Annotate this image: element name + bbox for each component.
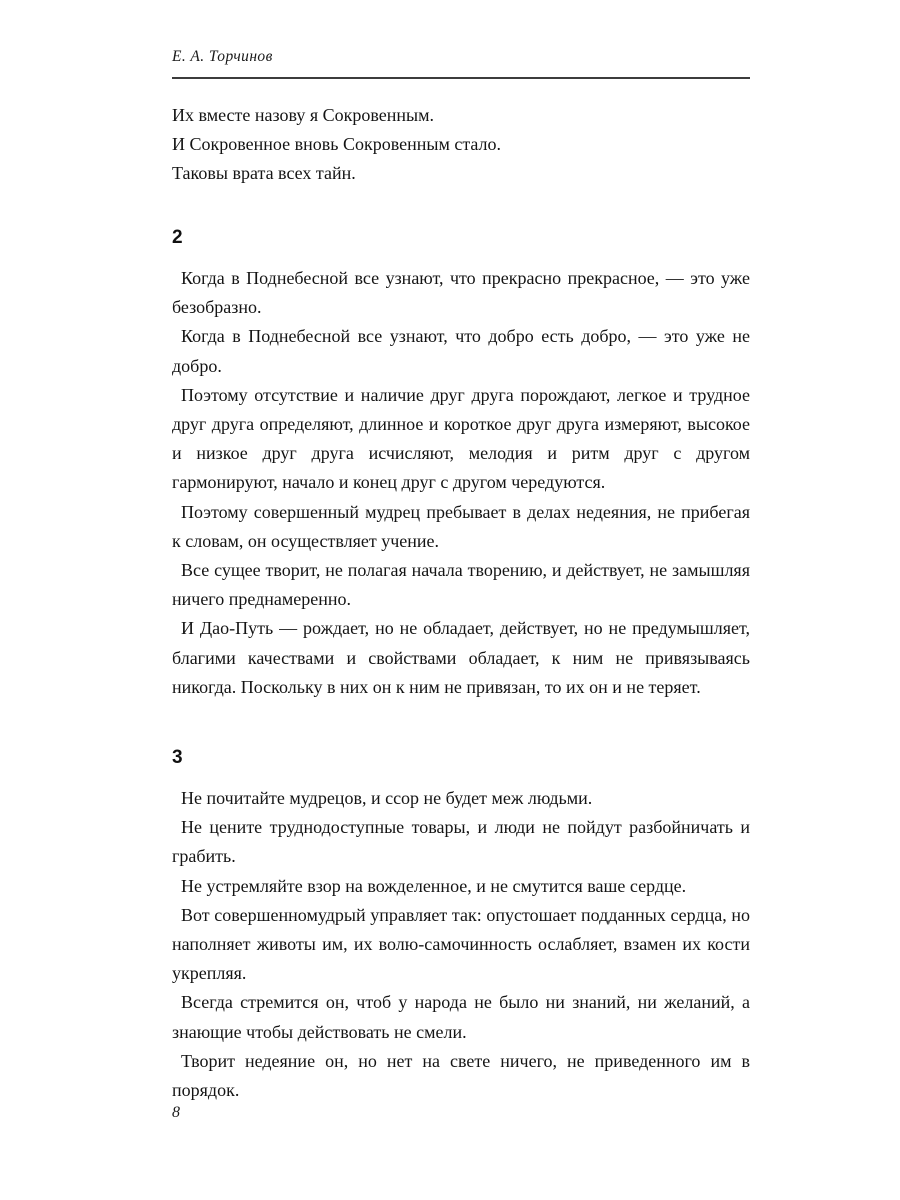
stanza-line: Таковы врата всех тайн. <box>172 163 356 183</box>
paragraph: И Дао-Путь — рождает, но не обладает, действует, но не предумышляет, благими качествами и свойствами обладает, к ним не привязываясь никогда. Поскольку в них он к ним не привязан, то их он и не теряет. <box>172 618 750 697</box>
paragraph: Всегда стремится он, чтоб у народа не было ни знаний, ни желаний, а знающие чтобы действовать не смели. <box>172 992 750 1042</box>
paragraph: Поэтому отсутствие и наличие друг друга порождают, легкое и трудное друг друга определяют, длинное и короткое друг друга измеряют, высокое и низкое друг друга исчисляют, мелодия и ритм друг с другом гармонируют, начало и конец друг с другом чередуются. <box>172 384 750 493</box>
section-2-body <box>172 264 750 702</box>
stanza-line: Их вместе назову я Сокровенным. <box>172 105 435 125</box>
section-3-body <box>172 784 750 1105</box>
paragraph: Творит недеяние он, но нет на свете ничего, не приведенного им в порядок. <box>172 1050 750 1101</box>
stanza-lines <box>172 101 750 188</box>
paragraph: Не цените труднодоступные товары, и люди не пойдут разбойничать и грабить. <box>172 817 750 867</box>
section-number-2: 2 <box>172 227 183 248</box>
paragraph: Поэтому совершенный мудрец пребывает в делах недеяния, не прибегая к словам, он осуществляет учение. <box>172 501 750 551</box>
running-head-rule <box>172 77 750 79</box>
paragraph: Вот совершенномудрый управляет так: опустошает подданных сердца, но наполняет животы им, их волю-самочинность ослабляет, взамен их кости укрепляя. <box>172 904 750 984</box>
section-number-3: 3 <box>172 747 183 768</box>
paragraph: Все сущее творит, не полагая начала творению, и действует, не замышляя ничего преднамеренно. <box>172 560 750 610</box>
paragraph: Когда в Поднебесной все узнают, что добро есть добро, — это уже не добро. <box>172 326 750 376</box>
running-head <box>172 48 750 66</box>
running-head-author: Е. А. Торчинов <box>172 48 273 65</box>
page-number: 8 <box>172 1104 180 1121</box>
paragraph: Не устремляйте взор на вожделенное, и не смутится ваше сердце. <box>181 875 687 896</box>
stanza-line: И Сокровенное вновь Сокровенным стало. <box>172 134 502 154</box>
paragraph: Не почитайте мудрецов, и ссор не будет меж людьми. <box>181 788 593 808</box>
opening-stanza <box>172 101 750 188</box>
paragraph: Когда в Поднебесной все узнают, что прекрасно прекрасное, — это уже безобразно. <box>172 268 750 318</box>
